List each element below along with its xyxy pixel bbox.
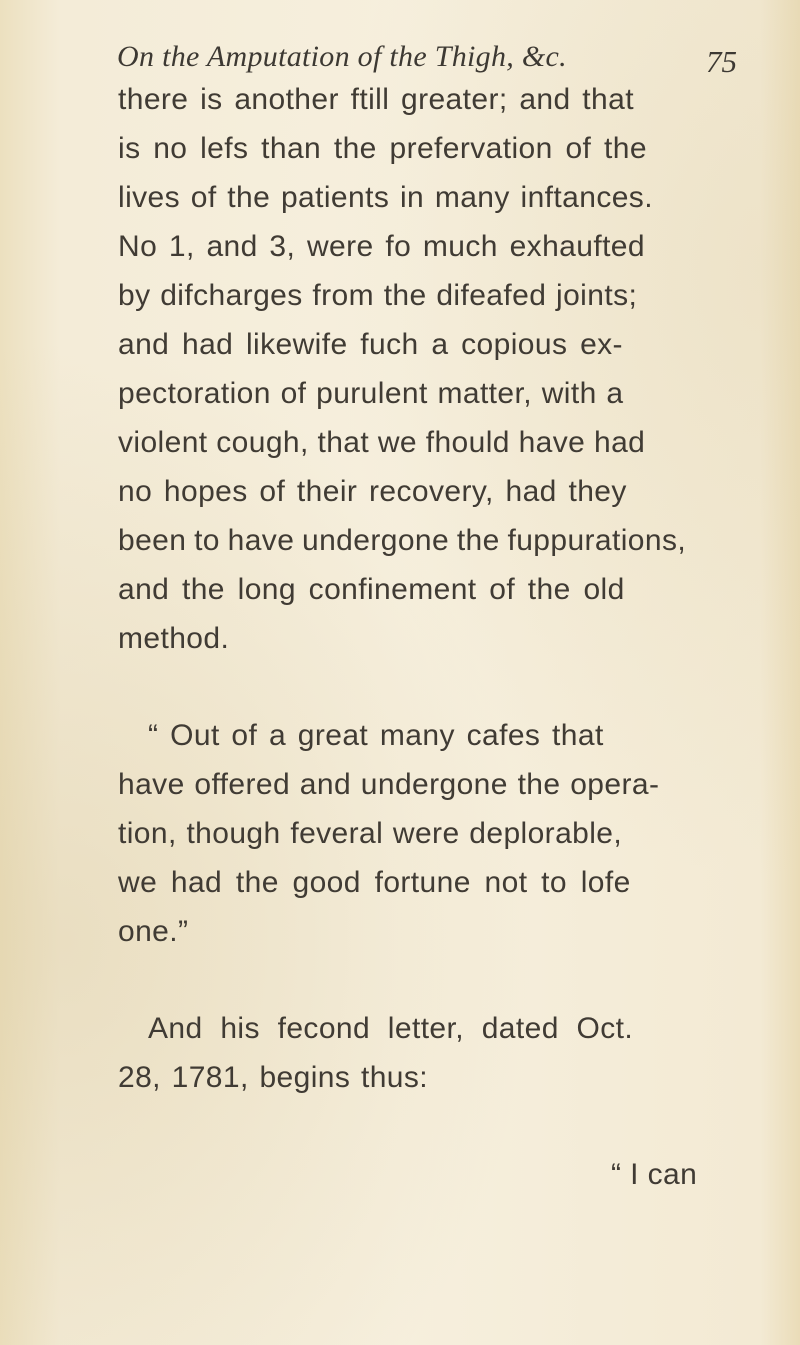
text-line: 28, 1781, begins thus: xyxy=(118,1061,429,1094)
page-number: 75 xyxy=(706,44,737,79)
text-line: lives of the patients in many inftances. xyxy=(118,181,653,214)
text-line: And his fecond letter, dated Oct. xyxy=(148,1012,634,1045)
text-line: by difcharges from the difeafed joints; xyxy=(118,279,638,312)
text-line: method. xyxy=(118,622,230,655)
text-line: have offered and undergone the opera- xyxy=(118,768,660,801)
text-line: No 1, and 3, were fo much exhaufted xyxy=(118,230,645,263)
running-head: On the Amputation of the Thigh, &c. xyxy=(117,40,567,73)
text-line: been to have undergone the fuppurations, xyxy=(118,524,687,557)
text-line: no hopes of their recovery, had they xyxy=(118,475,627,508)
text-line: “ Out of a great many cafes that xyxy=(148,719,604,752)
text-line: is no lefs than the prefervation of the xyxy=(118,132,647,165)
text-line: and the long confinement of the old xyxy=(118,573,625,606)
text-line: tion, though feveral were deplorable, xyxy=(118,817,623,850)
text-line: violent cough, that we fhould have had xyxy=(118,426,646,459)
text-line: pectoration of purulent matter, with a xyxy=(118,377,624,410)
text-line: and had likewife fuch a copious ex- xyxy=(118,328,623,361)
catchword: “ I can xyxy=(611,1158,698,1191)
text-line: there is another ftill greater; and that xyxy=(118,83,634,116)
text-line: one.” xyxy=(118,915,189,948)
text-line: we had the good fortune not to lofe xyxy=(118,866,631,899)
